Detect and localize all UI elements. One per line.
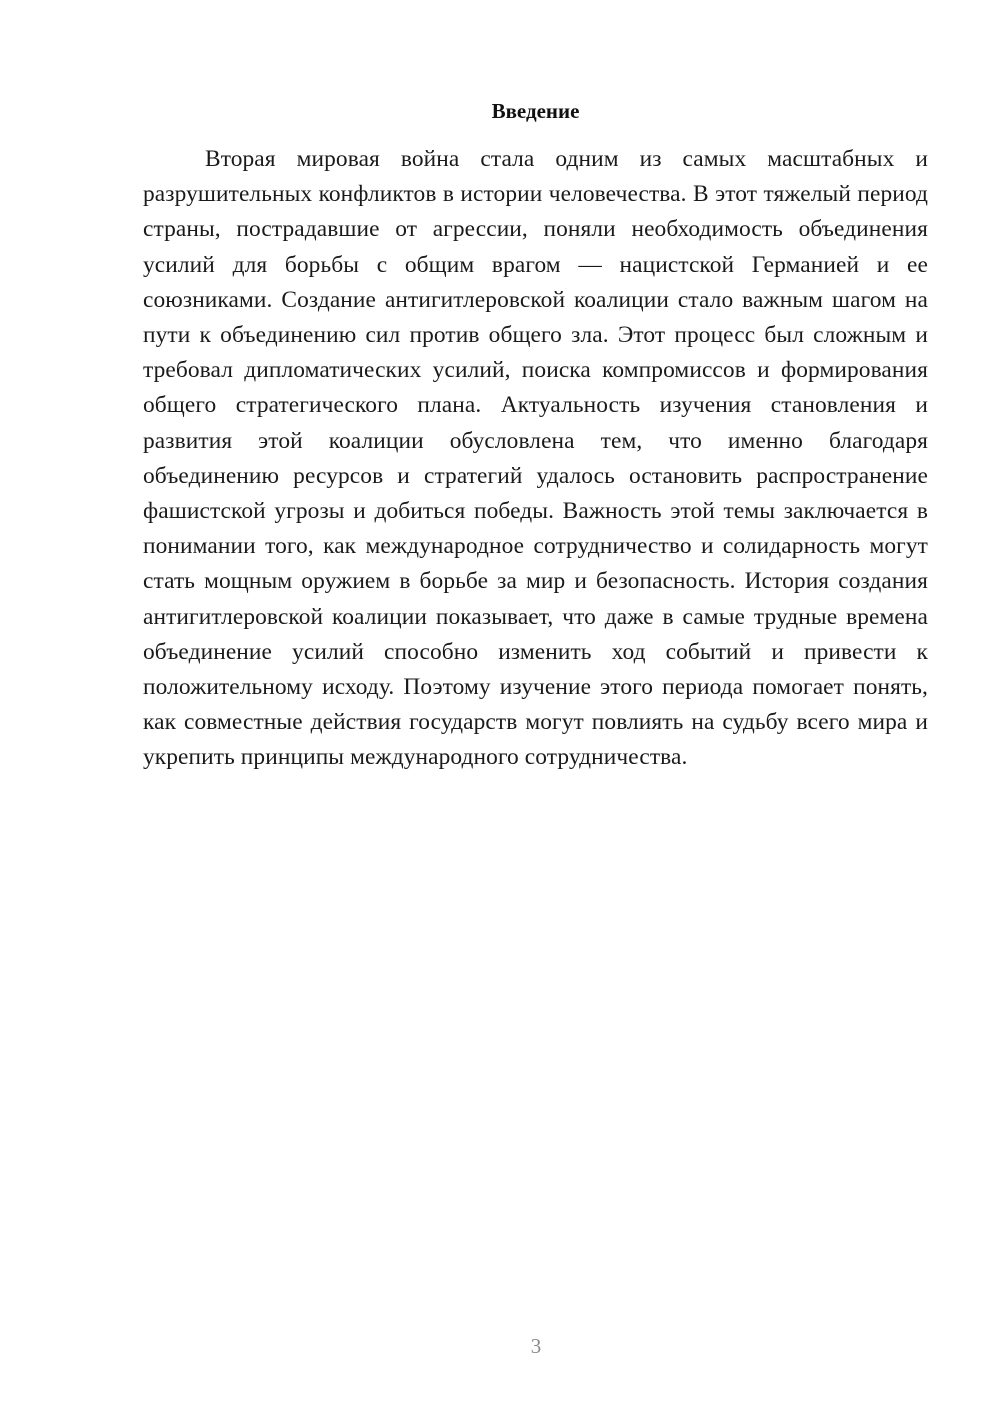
- body-paragraph: Вторая мировая война стала одним из самых масштабных и разрушительных конфликтов в истории человечества. В этот тяжелый период страны, пострадавшие от агрессии, поняли необходимость объединения усилий для борьбы с общим врагом — нацистской Германией и ее союзниками. Создание антигитлеровской коалиции стало важным шагом на пути к объединению сил против общего зла. Этот процесс был сложным и требовал дипломатических усилий, поиска компромиссов и формирования общего стратегического плана. Актуальность изучения становления и развития этой коалиции обусловлена тем, что именно благодаря объединению ресурсов и стратегий удалось остановить распространение фашистской угрозы и добиться победы. Важность этой темы заключается в понимании того, как международное сотрудничество и солидарность могут стать мощным оружием в борьбе за мир и безопасность. История создания антигитлеровской коалиции показывает, что даже в самые трудные времена объединение усилий способно изменить ход событий и привести к положительному исходу. Поэтому изучение этого периода помогает понять, как совместные действия государств могут повлиять на судьбу всего мира и укрепить принципы международного сотрудничества.: [143, 146, 928, 771]
- section-heading: Введение: [491, 99, 580, 123]
- page-number: 3: [530, 1334, 542, 1358]
